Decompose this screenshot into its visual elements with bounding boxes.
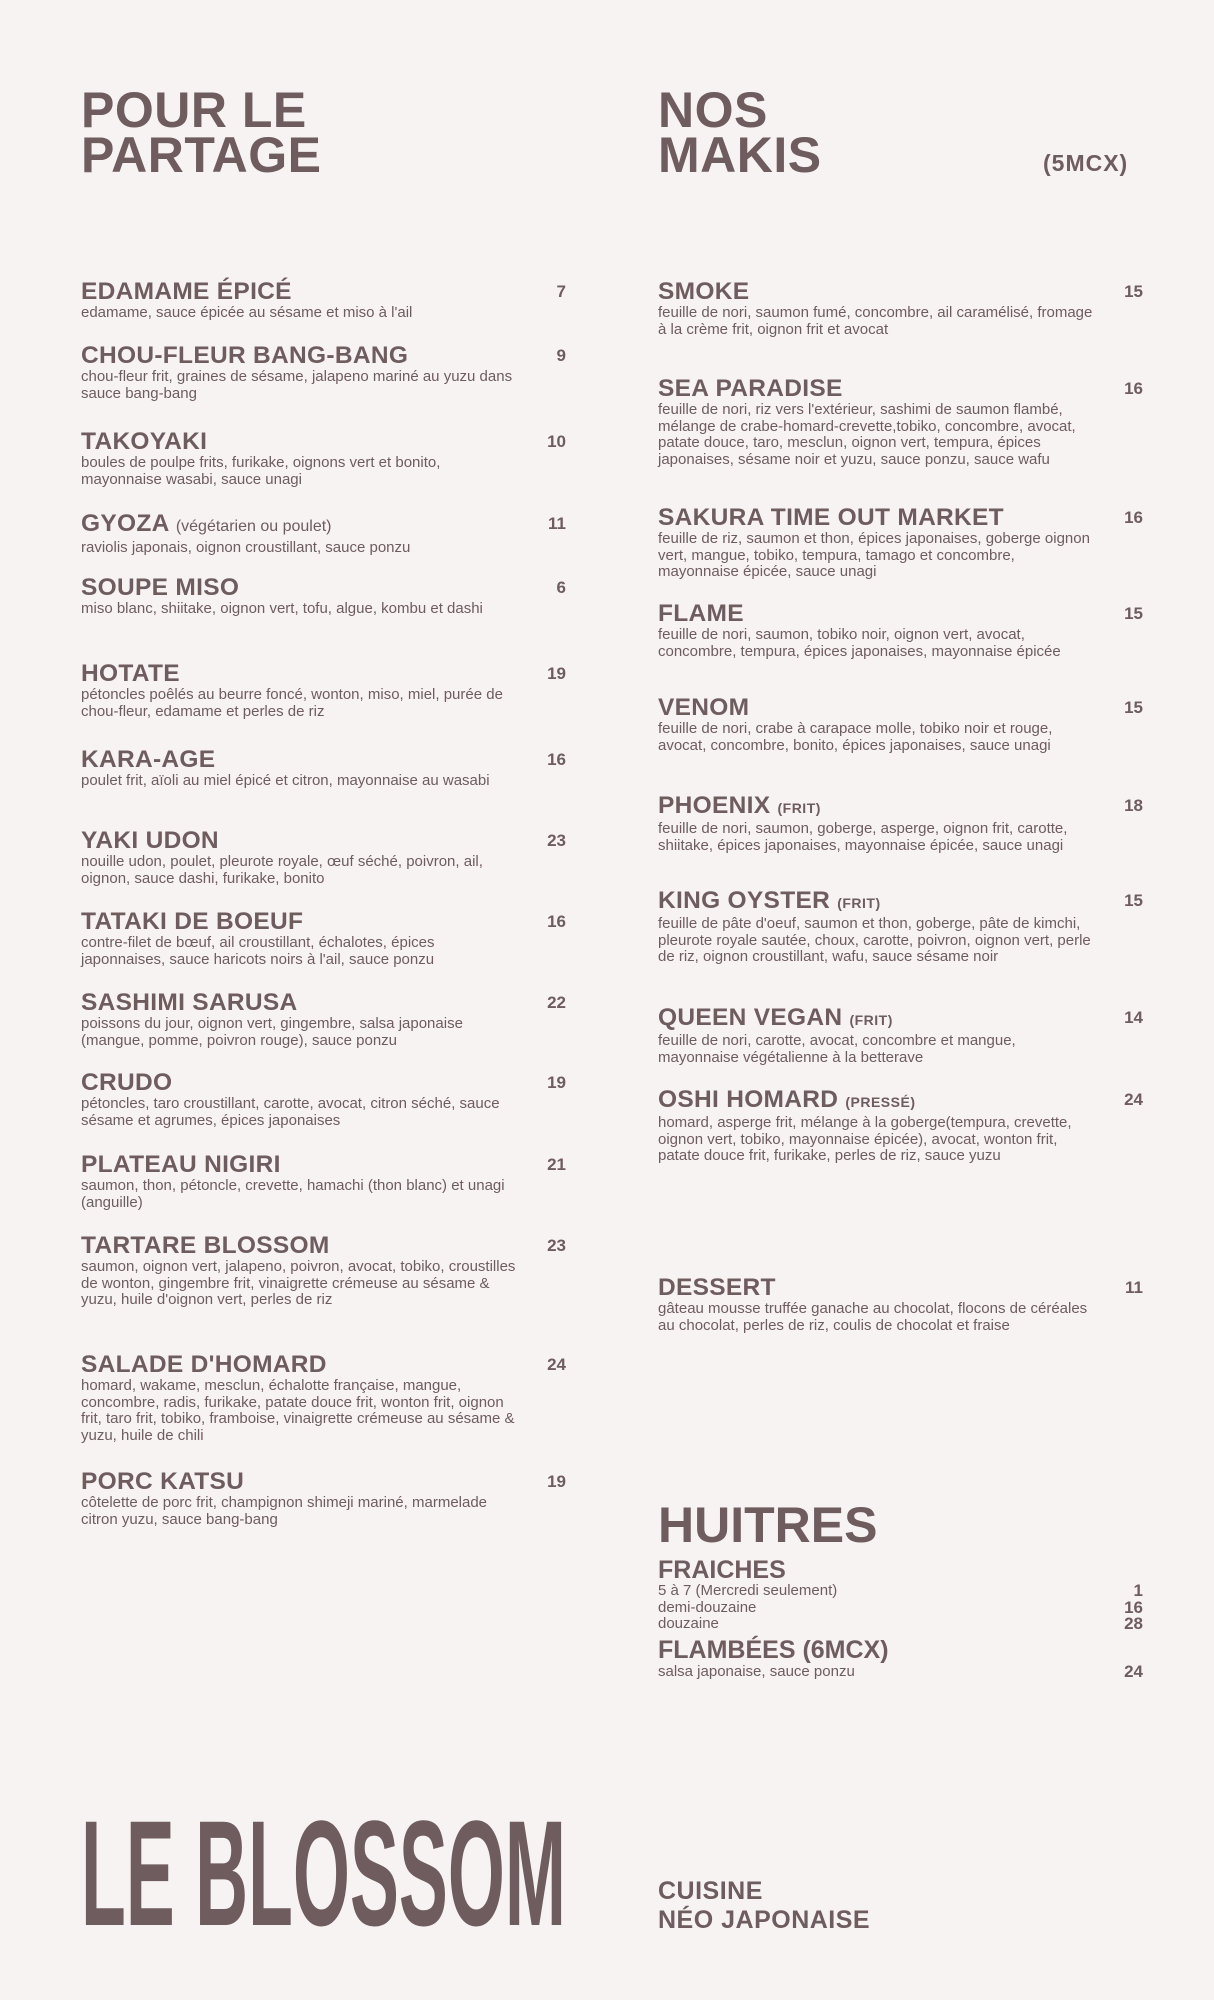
menu-item-tag: (FRIT): [837, 895, 881, 911]
menu-item: [81, 829, 566, 887]
menu-item: [81, 1234, 566, 1309]
menu-item: [81, 748, 566, 790]
menu-item: [81, 576, 566, 618]
menu-item-price: 15: [1124, 282, 1143, 301]
huitres-row-label: 5 à 7 (Mercredi seulement): [658, 1582, 838, 1599]
menu-item: [658, 377, 1143, 468]
menu-item-name: EDAMAME ÉPICÉ: [81, 278, 292, 305]
menu-item-name: KING OYSTER (FRIT): [658, 887, 881, 914]
menu-item-desc: feuille de nori, carotte, avocat, concombre et mangue, mayonnaise végétalienne à la betterave: [658, 1032, 1016, 1066]
section-title-nos-makis: NOS MAKIS: [658, 82, 822, 183]
dessert-price: 11: [1125, 1278, 1143, 1297]
menu-item-name: SEA PARADISE: [658, 375, 843, 402]
menu-item-price: 21: [547, 1155, 566, 1174]
menu-item-name: SMOKE: [658, 278, 750, 305]
logo-text: LE BLOSSOM: [81, 1815, 566, 1930]
huitres-row: [658, 1583, 1143, 1599]
menu-item-desc: feuille de pâte d'oeuf, saumon et thon, goberge, pâte de kimchi, pleurote royale sautée, choux, carotte, poivron, oignon vert, perle de riz, oignon croustillant, wafu, sauce sésame noir: [658, 915, 1091, 965]
menu-item-price: 16: [1124, 508, 1143, 527]
menu-item: [658, 889, 1143, 966]
menu-item-price: 19: [547, 664, 566, 683]
menu-item-price: 14: [1124, 1008, 1143, 1027]
menu-item-price: 16: [547, 912, 566, 931]
section-title-pour-le-partage: POUR LE PARTAGE: [81, 82, 322, 183]
huitres-row-label: demi-douzaine: [658, 1599, 757, 1616]
menu-item-name: QUEEN VEGAN (FRIT): [658, 1004, 893, 1031]
menu-item-desc: pétoncles poêlés au beurre foncé, wonton, miso, miel, purée de chou-fleur, edamame et perles de riz: [81, 686, 503, 720]
menu-item-name: PORC KATSU: [81, 1468, 245, 1495]
menu-item-desc: raviolis japonais, oignon croustillant, sauce ponzu: [81, 539, 411, 556]
menu-item: [81, 991, 566, 1049]
menu-item-price: 18: [1124, 796, 1143, 815]
menu-item: [81, 512, 566, 557]
menu-item: [658, 506, 1143, 581]
menu-item-price: 19: [547, 1472, 566, 1491]
menu-item-price: 16: [1124, 379, 1143, 398]
menu-item-name: TARTARE BLOSSOM: [81, 1232, 330, 1259]
tagline-line-1: CUISINE: [658, 1877, 763, 1905]
menu-item-name: YAKI UDON: [81, 827, 219, 854]
menu-item: [81, 1071, 566, 1129]
menu-item-name: FLAME: [658, 600, 744, 627]
menu-item: [81, 1470, 566, 1528]
huitres-row-price: 16: [1124, 1598, 1143, 1617]
menu-item: [658, 280, 1143, 338]
huitres-row-price: 28: [1124, 1614, 1143, 1633]
menu-item-name: TATAKI DE BOEUF: [81, 908, 304, 935]
huitres-row-price: 1: [1133, 1581, 1143, 1600]
menu-item-price: 22: [547, 993, 566, 1012]
menu-item-name: GYOZA (végétarien ou poulet): [81, 510, 332, 537]
menu-item-desc: feuille de nori, crabe à carapace molle, tobiko noir et rouge, avocat, concombre, bonito, épices japonaises, sauce unagi: [658, 720, 1053, 754]
menu-item-price: 23: [547, 831, 566, 850]
menu-item-desc: chou-fleur frit, graines de sésame, jalapeno mariné au yuzu dans sauce bang-bang: [81, 368, 513, 402]
makis-count-note: (5MCX): [1043, 150, 1129, 176]
menu-item-desc: feuille de nori, saumon, goberge, asperge, oignon frit, carotte, shiitake, épices japonaises, mayonnaise épicée, sauce unagi: [658, 820, 1068, 854]
menu-item: [81, 1353, 566, 1444]
menu-item: [81, 1153, 566, 1211]
brand-tagline: [658, 1877, 870, 1935]
menu-item-price: 16: [547, 750, 566, 769]
menu-item-name: CRUDO: [81, 1069, 173, 1096]
dessert-name: DESSERT: [658, 1274, 776, 1301]
menu-item-tag: (FRIT): [849, 1012, 893, 1028]
menu-item-name: TAKOYAKI: [81, 428, 208, 455]
menu-item: [658, 1006, 1143, 1066]
menu-item-price: 15: [1124, 891, 1143, 910]
menu-item-name: VENOM: [658, 694, 750, 721]
menu-item-price: 24: [547, 1355, 566, 1374]
menu-item: [658, 794, 1143, 854]
menu-item-price: 10: [547, 432, 566, 451]
menu-item-desc: edamame, sauce épicée au sésame et miso à l'ail: [81, 304, 413, 321]
section-title-huitres: HUITRES: [658, 1497, 878, 1553]
menu-item-name: KARA-AGE: [81, 746, 216, 773]
menu-item-desc: boules de poulpe frits, furikake, oignons vert et bonito, mayonnaise wasabi, sauce unagi: [81, 454, 441, 488]
menu-item: [658, 696, 1143, 754]
huitres-flambees-title: FLAMBÉES (6MCX): [658, 1636, 889, 1664]
menu-item-name: SAKURA TIME OUT MARKET: [658, 504, 1004, 531]
menu-item-name: OSHI HOMARD (PRESSÉ): [658, 1086, 916, 1113]
huitres-flambees-desc: salsa japonaise, sauce ponzu: [658, 1663, 855, 1680]
menu-item: [81, 280, 566, 322]
menu-item-desc: côtelette de porc frit, champignon shimeji mariné, marmelade citron yuzu, sauce bang-bang: [81, 1494, 488, 1528]
menu-item-desc: feuille de nori, saumon, tobiko noir, oignon vert, avocat, concombre, tempura, épices japonaises, mayonnaise épicée: [658, 626, 1061, 660]
menu-item: [658, 602, 1143, 660]
menu-item-tag: (végétarien ou poulet): [175, 518, 332, 535]
menu-item-price: 19: [547, 1073, 566, 1092]
menu-item-desc: homard, wakame, mesclun, échalotte française, mangue, concombre, radis, furikake, patate douce frit, wonton frit, oignon frit, taro frit, tobiko, framboise, vinaigrette crémeuse au sésame & yuzu, huile de chili: [81, 1377, 515, 1444]
menu-item-desc: saumon, thon, pétoncle, crevette, hamachi (thon blanc) et unagi (anguille): [81, 1177, 505, 1211]
menu-item-price: 9: [556, 346, 566, 365]
menu-item-price: 24: [1124, 1090, 1143, 1109]
huitres-row: [658, 1616, 1143, 1632]
menu-item-desc: homard, asperge frit, mélange à la goberge(tempura, crevette, oignon vert, tobiko, mayonnaise épicée), avocat, wonton frit, patate douce frit, furikake, perles de riz, sauce yuzu: [658, 1114, 1072, 1164]
menu-item-tag: (PRESSÉ): [845, 1094, 916, 1110]
menu-item-name: SOUPE MISO: [81, 574, 240, 601]
huitres-flambees-price: 24: [1124, 1662, 1143, 1681]
menu-item: [81, 344, 566, 402]
menu-item-price: 15: [1124, 604, 1143, 623]
menu-item-desc: poissons du jour, oignon vert, gingembre, salsa japonaise (mangue, pomme, poivron rouge), sauce ponzu: [81, 1015, 463, 1049]
menu-item-name: HOTATE: [81, 660, 180, 687]
huitres-fraiches-title: FRAICHES: [658, 1556, 786, 1584]
dessert-desc: gâteau mousse truffée ganache au chocolat, flocons de céréales au chocolat, perles de riz, coulis de chocolat et fraise: [658, 1300, 1088, 1334]
menu-item-price: 11: [548, 514, 566, 533]
menu-item-desc: nouille udon, poulet, pleurote royale, œuf séché, poivron, ail, oignon, sauce dashi, furikake, bonito: [81, 853, 483, 887]
huitres-row-label: douzaine: [658, 1615, 719, 1632]
menu-item: [81, 430, 566, 488]
menu-item-desc: contre-filet de bœuf, ail croustillant, échalotes, épices japonnaises, sauce haricots noirs à l'ail, sauce ponzu: [81, 934, 435, 968]
menu-item-desc: miso blanc, shiitake, oignon vert, tofu, algue, kombu et dashi: [81, 600, 483, 617]
menu-item-desc: feuille de riz, saumon et thon, épices japonaises, goberge oignon vert, mangue, tobiko, tempura, tamago et concombre, mayonnaise épicée, sauce unagi: [658, 530, 1090, 580]
menu-item-name: SALADE D'HOMARD: [81, 1351, 327, 1378]
huitres-row: [658, 1600, 1143, 1616]
menu-item-tag: (FRIT): [777, 800, 821, 816]
menu-item-price: 7: [556, 282, 566, 301]
menu-item-name: PHOENIX (FRIT): [658, 792, 821, 819]
menu-item: [658, 1088, 1143, 1165]
dessert-item: [658, 1276, 1143, 1334]
menu-item-desc: saumon, oignon vert, jalapeno, poivron, avocat, tobiko, croustilles de wonton, gingembre frit, vinaigrette crémeuse au sésame & yuzu, huile d'oignon vert, perles de riz: [81, 1258, 516, 1308]
menu-item: [81, 910, 566, 968]
menu-item-desc: poulet frit, aïoli au miel épicé et citron, mayonnaise au wasabi: [81, 772, 490, 789]
menu-item-name: CHOU-FLEUR BANG-BANG: [81, 342, 409, 369]
huitres-flambees-row: [658, 1664, 1143, 1680]
tagline-line-2: NÉO JAPONAISE: [658, 1906, 871, 1934]
menu-item: [81, 662, 566, 720]
menu-item-price: 23: [547, 1236, 566, 1255]
menu-item-desc: pétoncles, taro croustillant, carotte, avocat, citron séché, sauce sésame et agrumes, épices japonaises: [81, 1095, 500, 1129]
menu-item-price: 6: [556, 578, 566, 597]
menu-item-desc: feuille de nori, riz vers l'extérieur, sashimi de saumon flambé, mélange de crabe-homard-crevette,tobiko, concombre, avocat, patate douce, taro, mesclun, oignon vert, tempura, épices japonaises, sésame noir et yuzu, sauce ponzu, sauce wafu: [658, 401, 1076, 468]
menu-item-name: PLATEAU NIGIRI: [81, 1151, 281, 1178]
menu-item-desc: feuille de nori, saumon fumé, concombre, ail caramélisé, fromage à la crème frit, oignon frit et avocat: [658, 304, 1093, 338]
menu-item-price: 15: [1124, 698, 1143, 717]
menu-item-name: SASHIMI SARUSA: [81, 989, 298, 1016]
le-blossom-logo: [81, 1815, 566, 1930]
